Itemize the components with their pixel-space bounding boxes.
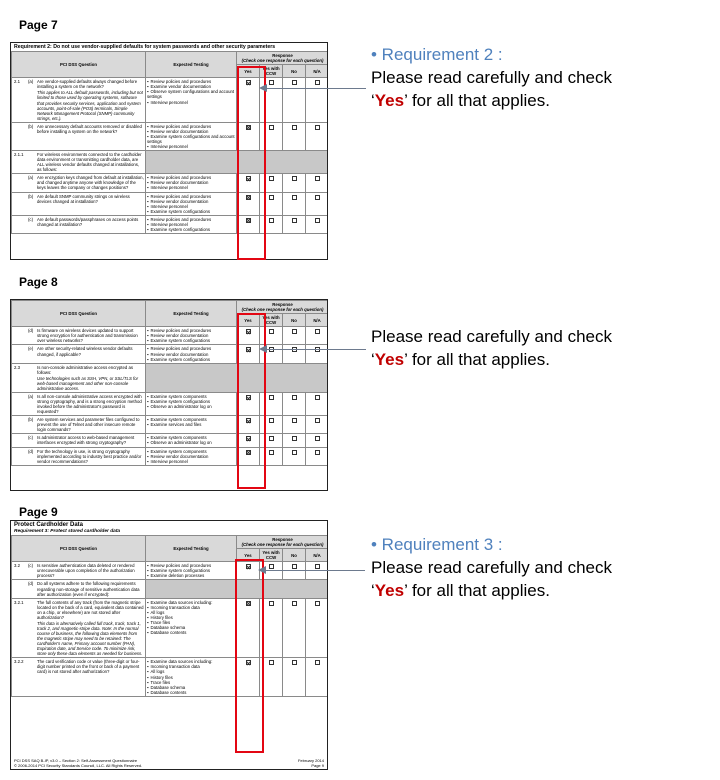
response-na-cell (306, 78, 329, 123)
question-note: Use technologies such as SSH, VPN, or SSL/TLS for web-based management and other non-console administrative access. (37, 375, 139, 391)
no-checkbox[interactable] (292, 395, 297, 400)
testing-item: ▪ Examine vendor documentation (147, 84, 235, 89)
col-header-question: PCI DSS Question (12, 52, 146, 78)
panel-title: Requirement 2: Do not use vendor-supplied defaults for system passwords and other security parameters (14, 44, 276, 50)
ccw-checkbox[interactable] (269, 176, 274, 181)
response-no-cell (283, 215, 306, 233)
question-number (14, 175, 26, 190)
testing-cell (146, 122, 237, 150)
question-cell (12, 215, 146, 233)
page-label-7: Page 7 (19, 18, 58, 32)
yes-column-highlight-3 (235, 559, 264, 753)
col-header-ccw: Yes with CCW (260, 65, 283, 78)
question-text: Are system services and parameter files configured to prevent the use of Telnet and other insecure remote login commands? (37, 417, 140, 433)
table-row (12, 392, 329, 415)
question-text: Is sensitive authentication data deleted or rendered unrecoverable upon completion of the authorization process? (37, 563, 135, 579)
question-text: Are default passwords/passphrases on access points changed at installation? (37, 216, 139, 227)
no-checkbox[interactable] (292, 601, 297, 606)
na-checkbox[interactable] (315, 195, 320, 200)
ccw-checkbox[interactable] (269, 601, 274, 606)
testing-item: ▪ Review policies and procedures (147, 563, 235, 568)
question-cell (12, 192, 146, 215)
no-checkbox[interactable] (292, 195, 297, 200)
arrow-2-line (266, 349, 366, 350)
response-sub: (Check one response for each question) (241, 58, 324, 64)
testing-item: ▪ Review policies and procedures (147, 124, 235, 129)
testing-item: ▪ Database schema (147, 625, 235, 630)
question-number (14, 346, 26, 356)
testing-item: ▪ Review policies and procedures (147, 217, 235, 222)
response-no-cell (283, 327, 306, 345)
ccw-checkbox[interactable] (269, 329, 274, 334)
yes-emphasis: Yes (374, 349, 405, 369)
na-checkbox[interactable] (315, 218, 320, 223)
response-na-cell (306, 447, 329, 465)
na-checkbox[interactable] (315, 125, 320, 130)
page-label-8: Page 8 (19, 275, 58, 289)
requirements-table (11, 535, 328, 697)
question-number: 2.1 (14, 79, 20, 85)
no-checkbox[interactable] (292, 564, 297, 569)
testing-item: ▪ Examine system configurations (147, 399, 235, 404)
no-checkbox[interactable] (292, 125, 297, 130)
ccw-checkbox[interactable] (269, 418, 274, 423)
question-letter: (a) (28, 175, 34, 181)
testing-item: ▪ Review policies and procedures (147, 79, 235, 84)
testing-item: ▪ Examine system configurations (147, 227, 235, 232)
arrow-1-line (266, 88, 366, 89)
question-letter: (c) (28, 563, 34, 569)
col-header-response (237, 536, 329, 549)
col-header-yes: Yes (237, 549, 260, 562)
page-9-panel (10, 520, 328, 770)
question-text: Are vendor-supplied defaults always changed before installing a system on the network? (37, 79, 138, 90)
table-row (12, 327, 329, 345)
testing-item: ▪ Review vendor documentation (147, 180, 235, 185)
question-letter: (a) (28, 79, 34, 85)
question-cell (12, 598, 146, 658)
na-checkbox[interactable] (315, 436, 320, 441)
testing-item: ▪ Examine data sources including: (147, 600, 235, 605)
question-number (14, 417, 26, 432)
note-text-line2: ‘Yes’ for all that applies. (371, 580, 550, 600)
question-letter: (d) (28, 328, 34, 334)
na-checkbox[interactable] (315, 329, 320, 334)
testing-item: ▪ Examine system configurations (147, 209, 235, 214)
testing-item: ▪ Examine system components (147, 394, 235, 399)
question-letter: (d) (28, 581, 34, 587)
yes-column-highlight-1 (237, 66, 266, 260)
question-letter: (b) (28, 123, 34, 129)
testing-item: ▪ Trace files (147, 620, 235, 625)
response-na-cell (306, 174, 329, 192)
response-no-cell (283, 345, 306, 363)
response-no-cell (283, 392, 306, 415)
table-row (12, 345, 329, 363)
question-text: For wireless environments connected to the cardholder data environment or transmitting cardholder data, are ALL wireless vendor defaults changed at installations, as follows: (37, 152, 142, 173)
response-na-cell (306, 327, 329, 345)
response-na-cell (306, 658, 329, 696)
testing-item: ▪ Review vendor documentation (147, 454, 235, 459)
testing-item: ▪ Examine system configurations (147, 338, 235, 343)
no-checkbox[interactable] (292, 329, 297, 334)
testing-item: ▪ Observe an administrator log on (147, 404, 235, 409)
testing-cell (146, 174, 237, 192)
question-letter: (d) (28, 448, 34, 454)
note-text: Please read carefully and check (371, 67, 612, 87)
yes-emphasis: Yes (374, 90, 405, 110)
question-letter (28, 365, 35, 391)
question-number (14, 394, 26, 414)
question-number: 2.1.1 (14, 152, 24, 158)
footer-left: PCI DSS SAQ B-IP, v3.0 – Section 2: Self-Assessment Questionnaire © 2006-2014 PCI Security Standards Council, LLC. All Rights Reserved. (14, 758, 143, 768)
question-letter (28, 659, 35, 674)
page-footer (11, 758, 327, 768)
response-no-cell (283, 434, 306, 447)
no-checkbox[interactable] (292, 176, 297, 181)
table-row (12, 416, 329, 434)
testing-cell (146, 598, 237, 658)
col-header-yes: Yes (237, 314, 260, 327)
response-label: Response (272, 302, 293, 307)
testing-item: ▪ Interview personnel (147, 144, 235, 149)
note-requirement-2 (371, 44, 612, 113)
question-number (14, 194, 26, 204)
testing-cell (146, 215, 237, 233)
ccw-checkbox[interactable] (269, 450, 274, 455)
panel-title: Protect Cardholder Data (14, 522, 84, 528)
question-letter: (b) (28, 417, 34, 423)
ccw-checkbox[interactable] (269, 195, 274, 200)
question-text: Is administrator access to web-based management interfaces encrypted with strong cryptography? (37, 435, 135, 446)
table-row (12, 78, 329, 123)
question-text: For the technology in use, is strong cryptography implemented according to industry best practice and/or vendor recommendations? (37, 448, 142, 464)
question-cell (12, 434, 146, 447)
question-number: 3.2.1 (14, 599, 24, 605)
yes-emphasis: Yes (374, 580, 405, 600)
question-text: Do all systems adhere to the following requirements regarding non-storage of sensitive authentication data after authorization (even if encrypted): (37, 581, 140, 597)
col-header-no: No (283, 65, 306, 78)
col-header-no: No (283, 549, 306, 562)
response-label: Response (272, 537, 293, 542)
col-header-response (237, 52, 329, 65)
table-row (12, 598, 329, 658)
ccw-checkbox[interactable] (269, 80, 274, 85)
col-header-na: N/A (306, 549, 329, 562)
testing-cell (146, 562, 237, 580)
testing-item: ▪ Examine system configurations (147, 357, 235, 362)
ccw-checkbox[interactable] (269, 564, 274, 569)
response-no-cell (283, 78, 306, 123)
testing-item: ▪ Observe an administrator log on (147, 440, 235, 445)
question-text: The full contents of any track (from the magnetic stripe located on the back of a card, equivalent data contained on a chip, or elsewhere) are not stored after authorization? (37, 599, 144, 620)
question-text: Are default SNMP community strings on wireless devices changed at installation? (37, 193, 130, 204)
question-letter (28, 600, 35, 657)
question-cell (12, 562, 146, 580)
question-number (14, 124, 26, 134)
testing-item: ▪ History files (147, 675, 235, 680)
question-letter (28, 152, 35, 172)
testing-item: ▪ Examine services and files (147, 422, 235, 427)
testing-item: ▪ Examine system components (147, 417, 235, 422)
testing-item: ▪ Examine system configurations and account settings (147, 134, 235, 144)
question-number: 2.3 (14, 364, 20, 370)
testing-item: ▪ Examine data sources including: (147, 659, 235, 664)
question-cell (12, 392, 146, 415)
testing-item: ▪ Review vendor documentation (147, 333, 235, 338)
col-header-response (237, 301, 329, 314)
question-letter: (c) (28, 435, 34, 441)
table-row (12, 215, 329, 233)
question-number (14, 217, 26, 227)
question-cell (12, 122, 146, 150)
response-label: Response (272, 53, 293, 58)
testing-cell (146, 416, 237, 434)
testing-item: ▪ Incoming transaction data (147, 664, 235, 669)
no-checkbox[interactable] (292, 436, 297, 441)
ccw-checkbox[interactable] (269, 660, 274, 665)
note-text: Please read carefully and check (371, 327, 612, 346)
table-row (12, 122, 329, 150)
question-letter: (e) (28, 346, 34, 352)
testing-cell (146, 392, 237, 415)
page-7-panel (10, 42, 328, 260)
yes-column-highlight-2 (237, 313, 266, 489)
question-number (14, 435, 26, 445)
testing-item: ▪ Interview personnel (147, 100, 235, 105)
response-no-cell (283, 192, 306, 215)
testing-item: ▪ Interview personnel (147, 185, 235, 190)
question-cell (12, 363, 146, 392)
na-checkbox[interactable] (315, 450, 320, 455)
col-header-testing: Expected Testing (146, 536, 237, 562)
testing-item: ▪ Examine system components (147, 449, 235, 454)
response-no-cell (283, 122, 306, 150)
na-checkbox[interactable] (315, 601, 320, 606)
response-na-cell (306, 598, 329, 658)
response-no-cell (283, 447, 306, 465)
question-cell (12, 151, 146, 174)
testing-item: ▪ History files (147, 615, 235, 620)
response-na-cell (306, 434, 329, 447)
col-header-testing: Expected Testing (146, 301, 237, 327)
col-header-ccw: Yes with CCW (260, 314, 283, 327)
response-no-cell (283, 658, 306, 696)
note-text: Please read carefully and check (371, 557, 612, 577)
no-checkbox[interactable] (292, 80, 297, 85)
question-letter: (c) (28, 216, 34, 222)
question-cell (12, 416, 146, 434)
question-cell (12, 174, 146, 192)
testing-cell (146, 327, 237, 345)
response-na-cell (306, 215, 329, 233)
response-na-cell (306, 192, 329, 215)
na-checkbox[interactable] (315, 176, 320, 181)
question-cell (12, 78, 146, 123)
ccw-checkbox[interactable] (269, 218, 274, 223)
response-na-cell (306, 345, 329, 363)
na-checkbox[interactable] (315, 80, 320, 85)
question-text: Is firmware on wireless devices updated to support strong encryption for authentication and transmission over wireless networks? (37, 328, 138, 344)
table-row (12, 192, 329, 215)
testing-cell (146, 192, 237, 215)
table-row (12, 363, 329, 392)
col-header-na: N/A (306, 314, 329, 327)
question-text: Are unnecessary default accounts removed or disabled before installing a system on the network? (37, 123, 142, 134)
testing-item: ▪ Interview personnel (147, 222, 235, 227)
ccw-checkbox[interactable] (269, 436, 274, 441)
question-number (14, 581, 26, 596)
question-letter: (b) (28, 193, 34, 199)
table-row (12, 658, 329, 696)
question-number: 3.2 (14, 563, 20, 569)
question-text: Is all non-console administrative access encrypted with strong cryptography, and is a strong encryption method invoked before the administrator's password is requested? (37, 393, 142, 415)
col-header-testing: Expected Testing (146, 52, 237, 78)
testing-item: ▪ Review policies and procedures (147, 328, 235, 333)
question-number: 3.2.2 (14, 659, 24, 665)
question-number (14, 328, 26, 343)
note-heading: • Requirement 2 : (371, 45, 503, 64)
testing-item: ▪ All logs (147, 669, 235, 674)
testing-cell (146, 434, 237, 447)
table-row (12, 447, 329, 465)
testing-cell (146, 345, 237, 363)
question-cell (12, 327, 146, 345)
question-cell (12, 345, 146, 363)
testing-item: ▪ Review vendor documentation (147, 129, 235, 134)
question-cell (12, 658, 146, 696)
col-header-ccw: Yes with CCW (260, 549, 283, 562)
ccw-checkbox[interactable] (269, 395, 274, 400)
testing-item: ▪ Observe system configurations and account settings (147, 89, 235, 99)
page-label-9: Page 9 (19, 505, 58, 519)
testing-item: ▪ Examine deletion processes (147, 573, 235, 578)
no-checkbox[interactable] (292, 450, 297, 455)
question-text: The card verification code or value (three-digit or four-digit number printed on the front or back of a payment card) is not stored after authorization? (37, 659, 140, 675)
response-na-cell (306, 392, 329, 415)
question-text: Are other security-related wireless vendor defaults changed, if applicable? (37, 346, 133, 357)
response-sub: (Check one response for each question) (241, 542, 324, 548)
testing-item: ▪ Database contents (147, 630, 235, 635)
testing-item: ▪ Interview personnel (147, 459, 235, 464)
question-text: Are encryption keys changed from default at installation, and changed anytime anyone with knowledge of the keys leaves the company or changes positions? (37, 175, 144, 191)
response-no-cell (283, 598, 306, 658)
question-note: This applies to ALL default passwords, including but not limited to those used by operating systems, software that provides security services, application and system accounts, point-of-sale (POS) terminals, Simple Network Management Protocol (SNMP) community strings, etc.). (37, 90, 143, 121)
note-text-line2: ‘Yes’ for all that applies. (371, 90, 550, 110)
no-checkbox[interactable] (292, 218, 297, 223)
col-header-yes: Yes (237, 65, 260, 78)
table-row (12, 580, 329, 598)
response-no-cell (283, 416, 306, 434)
panel-subtitle: Requirement 3: Protect stored cardholder data (14, 529, 121, 534)
testing-item: ▪ Incoming transaction data (147, 605, 235, 610)
note-text-line2: ‘Yes’ for all that applies. (371, 349, 550, 369)
testing-item: ▪ Database schema (147, 685, 235, 690)
no-checkbox[interactable] (292, 418, 297, 423)
na-checkbox[interactable] (315, 395, 320, 400)
table-row (12, 174, 329, 192)
footer-right: February 2014 Page 9 (297, 758, 324, 768)
response-na-cell (306, 122, 329, 150)
testing-item: ▪ Examine system components (147, 435, 235, 440)
note-heading: • Requirement 3 : (371, 535, 503, 554)
col-header-question: PCI DSS Question (12, 536, 146, 562)
col-header-no: No (283, 314, 306, 327)
question-number (14, 449, 26, 464)
table-row (12, 151, 329, 174)
testing-cell (146, 78, 237, 123)
testing-item: ▪ Review policies and procedures (147, 175, 235, 180)
testing-cell (146, 447, 237, 465)
na-checkbox[interactable] (315, 564, 320, 569)
testing-item: ▪ Interview personnel (147, 204, 235, 209)
na-checkbox[interactable] (315, 418, 320, 423)
requirements-table (11, 51, 328, 234)
page-8-panel (10, 299, 328, 491)
question-text: Is non-console administrative access encrypted as follows: (37, 364, 134, 375)
question-cell (12, 580, 146, 598)
table-row (12, 434, 329, 447)
question-letter: (a) (28, 393, 34, 399)
response-na-cell (306, 416, 329, 434)
response-sub: (Check one response for each question) (241, 307, 324, 313)
testing-item: ▪ Examine system configurations (147, 568, 235, 573)
col-header-question: PCI DSS Question (12, 301, 146, 327)
note-page-8 (371, 326, 612, 372)
testing-item: ▪ Review policies and procedures (147, 194, 235, 199)
question-note: This data is alternatively called full track, track, track 1, track 2, and magnetic-stripe data. Note: In the normal course of business, the following data elements from the magnetic stripe may need to be retained: The cardholder's name, Primary account number (PAN), Expiration date, and Service code. To minimize risk, store only these data elements as needed for business. (37, 620, 143, 657)
response-no-cell (283, 174, 306, 192)
no-checkbox[interactable] (292, 660, 297, 665)
testing-item: ▪ Review policies and procedures (147, 346, 235, 351)
testing-item: ▪ Review vendor documentation (147, 199, 235, 204)
requirements-table (11, 300, 328, 466)
arrow-3-line (265, 570, 365, 571)
question-cell (12, 447, 146, 465)
ccw-checkbox[interactable] (269, 125, 274, 130)
na-checkbox[interactable] (315, 660, 320, 665)
testing-item: ▪ Database contents (147, 690, 235, 695)
testing-item: ▪ All logs (147, 610, 235, 615)
testing-item: ▪ Trace files (147, 680, 235, 685)
testing-cell (146, 658, 237, 696)
testing-item: ▪ Review vendor documentation (147, 352, 235, 357)
col-header-na: N/A (306, 65, 329, 78)
note-requirement-3 (371, 534, 612, 603)
